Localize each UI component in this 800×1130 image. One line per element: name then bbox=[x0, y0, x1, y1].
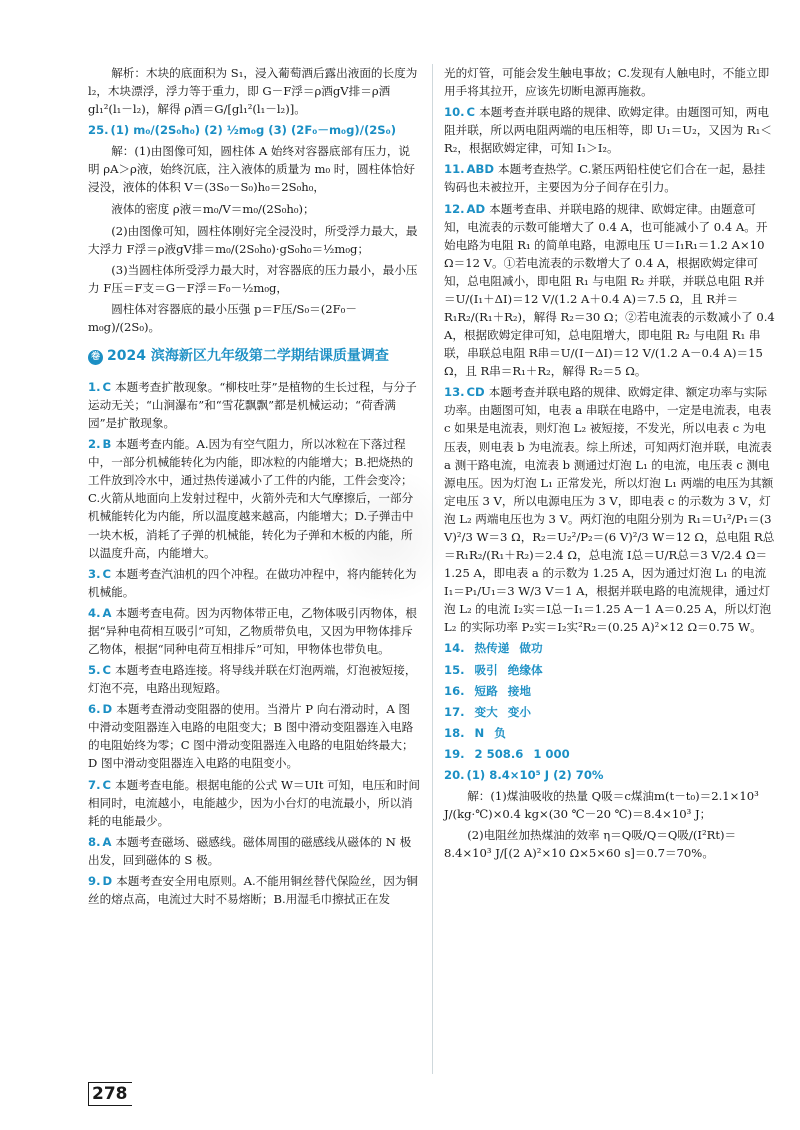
explanation: 本题考查串、并联电路的规律、欧姆定律。由题意可知，电流表的示数可能增大了 0.4 A，也可能减小了 0.4 A。开始电路为电阻 R₁ 的简单电路，电源电压 U＝I₁R₁＝1.2 A×10 Ω＝12 V。①若电流表的示数增大了 0.4 A，根据欧姆定律可知，总电阻减小，即电阻 R₁ 与电阻 R₂ 并联，并联总电阻 R并＝U/(I₁＋ΔI)＝12 V/(1.2 A＋0.4 A)＝7.5 Ω，且 R并＝R₁R₂/(R₁＋R₂)，解得 R₂＝30 Ω；②若电流表的示数减小了 0.4 A，根据欧姆定律可知，总电阻增大，即电阻 R₂ 与电阻 R₁ 串联，串联总电阻 R串＝U/(I－ΔI)＝12 V/(1.2 A－0.4 A)＝15 Ω，且 R串＝R₁＋R₂，解得 R₂＝5 Ω。 bbox=[444, 201, 775, 379]
question-number: 9. bbox=[88, 873, 101, 888]
question-number: 15. bbox=[444, 662, 465, 677]
solution-equation: 液体的密度 ρ液＝m₀/V＝m₀/(2S₀h₀)； bbox=[111, 201, 315, 216]
question-20 bbox=[444, 766, 776, 784]
question-number: 8. bbox=[88, 834, 101, 849]
question-8 bbox=[88, 833, 420, 869]
page-number: 278 bbox=[88, 1082, 132, 1106]
left-column bbox=[88, 64, 420, 1070]
answer-value: 变大 bbox=[474, 704, 498, 719]
solution-equation: 圆柱体对容器底的最小压强 p＝F压/S₀＝(2F₀－m₀g)/(2S₀)。 bbox=[88, 301, 357, 335]
question-9 bbox=[88, 872, 420, 908]
question-11 bbox=[444, 160, 776, 196]
question-number: 7. bbox=[88, 777, 101, 792]
answer-value: 接地 bbox=[507, 683, 531, 698]
short-answer-18 bbox=[444, 724, 776, 742]
section-header bbox=[88, 344, 420, 370]
column-divider bbox=[432, 64, 433, 1074]
question-number: 13. bbox=[444, 385, 465, 400]
answer-value: 吸引 bbox=[474, 662, 498, 677]
short-answer-15 bbox=[444, 661, 776, 679]
question-number: 6. bbox=[88, 702, 101, 717]
question-number: 19. bbox=[444, 746, 465, 761]
explanation: 本题考查电荷。因为丙物体带正电，乙物体吸引丙物体，根据“异种电荷相互吸引”可知，乙物质带负电，又因为甲物体排斥乙物体，根据“同种电荷互相排斥”可知，甲物体也带负电。 bbox=[88, 605, 417, 657]
exam-icon: 卷 bbox=[88, 350, 103, 365]
question-1 bbox=[88, 378, 420, 432]
answer-value: 负 bbox=[494, 725, 506, 740]
question-number: 17. bbox=[444, 704, 465, 719]
answer-value: 变小 bbox=[507, 704, 531, 719]
question-10 bbox=[444, 103, 776, 157]
answer-key: (1) m₀/(2S₀h₀) (2) ½m₀g (3) (2F₀－m₀g)/(2S₀) bbox=[110, 123, 397, 138]
question-number: 4. bbox=[88, 605, 101, 620]
answer-key: D bbox=[102, 702, 113, 717]
explanation: 本题考查热学。C.紧压两铅柱使它们合在一起，悬挂钩码也未被拉开，主要因为分子间存在引力。 bbox=[444, 162, 766, 195]
answer-value: 短路 bbox=[474, 683, 498, 698]
question-number: 2. bbox=[88, 437, 101, 452]
explanation: 本题考查内能。A.因为有空气阻力，所以冰粒在下落过程中，一部分机械能转化为内能，即冰粒的内能增大；B.把烧热的工件放到冷水中，通过热传递减小了工件的内能，工件会变冷；C.火箭从地面向上发射过程中，火箭外壳和大气摩擦后，一部分机械能转化为内能，所以温度越来越高，内能增大；D.子弹击中一块木板，消耗了子弹的机械能，转化为子弹和木板的内能，所以温度升高，内能增大。 bbox=[88, 437, 414, 560]
explanation: 本题考查并联电路的规律、欧姆定律。由题图可知，两电阻并联，所以两电阻两端的电压相等，即 U₁＝U₂，又因为 R₁＜R₂，根据欧姆定律，可知 I₁＞I₂。 bbox=[444, 105, 772, 156]
explanation: 本题考查磁场、磁感线。磁体周围的磁感线从磁体的 N 极出发，回到磁体的 S 极。 bbox=[88, 834, 412, 867]
question-number: 12. bbox=[444, 201, 465, 216]
answer-key: ABD bbox=[466, 162, 494, 177]
answer-value: 热传递 bbox=[474, 641, 510, 656]
answer-key: C bbox=[102, 379, 111, 394]
question-number: 10. bbox=[444, 105, 465, 120]
question-3 bbox=[88, 565, 420, 601]
question-number: 14. bbox=[444, 641, 465, 656]
question-number: 18. bbox=[444, 725, 465, 740]
short-answer-19 bbox=[444, 745, 776, 763]
question-5 bbox=[88, 661, 420, 697]
answer-key: C bbox=[102, 566, 111, 581]
answer-value: 做功 bbox=[519, 641, 543, 656]
explanation: 本题考查汽油机的四个冲程。在做功冲程中，将内能转化为机械能。 bbox=[88, 566, 417, 599]
short-answer-14 bbox=[444, 639, 776, 657]
question-2 bbox=[88, 435, 420, 562]
answer-key: C bbox=[466, 105, 476, 120]
answer-key: CD bbox=[466, 385, 485, 400]
right-column bbox=[444, 64, 776, 1070]
answer-value: 2 508.6 bbox=[474, 746, 524, 761]
question-number: 20. bbox=[444, 767, 465, 782]
solution-paragraph: (2)由图像可知，圆柱体刚好完全浸没时，所受浮力最大，最大浮力 F浮＝ρ液gV排＝m₀/(2S₀h₀)·gS₀h₀＝½m₀g； bbox=[88, 223, 418, 256]
explanation: 本题考查滑动变阻器的使用。当滑片 P 向右滑动时，A 图中滑动变阻器连入电路的电阻变大；B 图中滑动变阻器连入电路的电阻始终为零；C 图中滑动变阻器连入电路的电阻始终最大；D 图中滑动变阻器连入电路的电阻变小。 bbox=[88, 702, 414, 771]
question-6 bbox=[88, 700, 420, 772]
explanation: 本题考查扩散现象。“柳枝吐芽”是植物的生长过程，与分子运动无关；“山涧瀑布”和“雪花飘飘”都是机械运动；“荷香满园”是扩散现象。 bbox=[88, 379, 417, 431]
solution-paragraph: (3)当圆柱体所受浮力最大时，对容器底的压力最小，最小压力 F压＝F支＝G－F浮＝F₀－½m₀g， bbox=[88, 262, 418, 295]
answer-key: AD bbox=[466, 201, 486, 216]
explanation: 本题考查并联电路的规律、欧姆定律、额定功率与实际功率。由题图可知，电表 a 串联在电路中，一定是电流表，电表 c 如果是电流表，则灯泡 L₂ 被短接，不发光，所以电表 c 为电压表，则电表 b 为电流表。综上所述，可知两灯泡并联，电流表 a 测干路电流，电流表 b 测通过灯泡 L₁ 的电流，电压表 c 测电源电压。因为灯泡 L₁ 正常发光，所以灯泡 L₁ 两端的电压为其额定电压 3 V，所以电源电压为 3 V，即电表 c 的示数为 3 V，灯泡 L₂ 两端电压也为 3 V。两灯泡的电阻分别为 R₁＝U₁²/P₁＝(3 V)²/3 W＝3 Ω，R₂＝U₂²/P₂＝(6 V)²/3 W＝12 Ω，总电阻 R总＝R₁R₂/(R₁＋R₂)＝2.4 Ω，总电流 I总＝U/R总＝3 V/2.4 Ω＝1.25 A，即电表 a 的示数为 1.25 A，因为通过灯泡 L₁ 的电流 I₁＝P₁/U₁＝3 W/3 V＝1 A，根据并联电路的电流规律，通过灯泡 L₂ 的电流 I₂实＝I总－I₁＝1.25 A－1 A＝0.25 A，所以灯泡 L₂ 的实际功率 P₂实＝I₂实²R₂＝(0.25 A)²×12 Ω＝0.75 W。 bbox=[444, 385, 775, 635]
question-13 bbox=[444, 383, 776, 636]
answer-key: (1) 8.4×10⁵ J (2) 70% bbox=[466, 767, 604, 782]
question-9-continued: 光的灯管，可能会发生触电事故；C.发现有人触电时，不能立即用手将其拉开，应该先切断电源再施救。 bbox=[444, 66, 770, 99]
solution-paragraph: (2)电阻丝加热煤油的效率 η＝Q吸/Q＝Q吸/(I²Rt)＝8.4×10³ J/[(2 A)²×10 Ω×5×60 s]＝0.7＝70%。 bbox=[444, 828, 737, 861]
explanation: 本题考查电路连接。将导线并联在灯泡两端，灯泡被短接，灯泡不亮，电路出现短路。 bbox=[88, 663, 417, 696]
question-number: 16. bbox=[444, 683, 465, 698]
explanation: 本题考查安全用电原则。A.不能用铜丝替代保险丝，因为铜丝的熔点高，电流过大时不易熔断；B.用湿毛巾擦拭正在发 bbox=[88, 873, 419, 907]
question-7 bbox=[88, 776, 420, 830]
question-4 bbox=[88, 604, 420, 658]
answer-key: A bbox=[102, 834, 112, 849]
question-number: 5. bbox=[88, 663, 101, 678]
question-number: 1. bbox=[88, 379, 101, 394]
answer-key: A bbox=[102, 605, 112, 620]
question-12 bbox=[444, 200, 776, 381]
section-title: 2024 滨海新区九年级第二学期结课质量调查 bbox=[107, 348, 389, 365]
answer-value: 绝缘体 bbox=[507, 662, 543, 677]
short-answer-16 bbox=[444, 682, 776, 700]
answer-key: D bbox=[102, 873, 113, 888]
question-number: 3. bbox=[88, 566, 101, 581]
answer-value: 1 000 bbox=[533, 746, 570, 761]
answer-key: C bbox=[102, 663, 111, 678]
answer-key: B bbox=[102, 437, 112, 452]
short-answer-17 bbox=[444, 703, 776, 721]
explanation: 本题考查电能。根据电能的公式 W＝UIt 可知，电压和时间相同时，电流越小，电能越少，因为小台灯的电流最小，所以消耗的电能最少。 bbox=[88, 777, 420, 828]
question-number: 25. bbox=[88, 123, 109, 138]
answer-value: N bbox=[474, 725, 485, 740]
answer-key: C bbox=[102, 777, 111, 792]
question-25 bbox=[88, 121, 420, 139]
solution-paragraph: 解：(1)由图像可知，圆柱体 A 始终对容器底部有压力，说明 ρA＞ρ液，始终沉底，注入液体的质量为 m₀ 时，圆柱体恰好浸没，液体的体积 V＝(3S₀－S₀)h₀＝2S₀h₀， bbox=[88, 144, 415, 195]
question-number: 11. bbox=[444, 162, 465, 177]
analysis-paragraph: 解析：木块的底面积为 S₁，浸入葡萄酒后露出液面的长度为 l₂，木块漂浮，浮力等于重力，即 G－F浮＝ρ酒gV排＝ρ酒gl₁²(l₁－l₂)，解得 ρ酒＝G/[gl₁²(l₁－l₂)]。 bbox=[88, 66, 418, 117]
solution-paragraph: 解：(1)煤油吸收的热量 Q吸＝c煤油m(t－t₀)＝2.1×10³ J/(kg·℃)×0.4 kg×(30 ℃－20 ℃)＝8.4×10³ J； bbox=[444, 788, 759, 822]
